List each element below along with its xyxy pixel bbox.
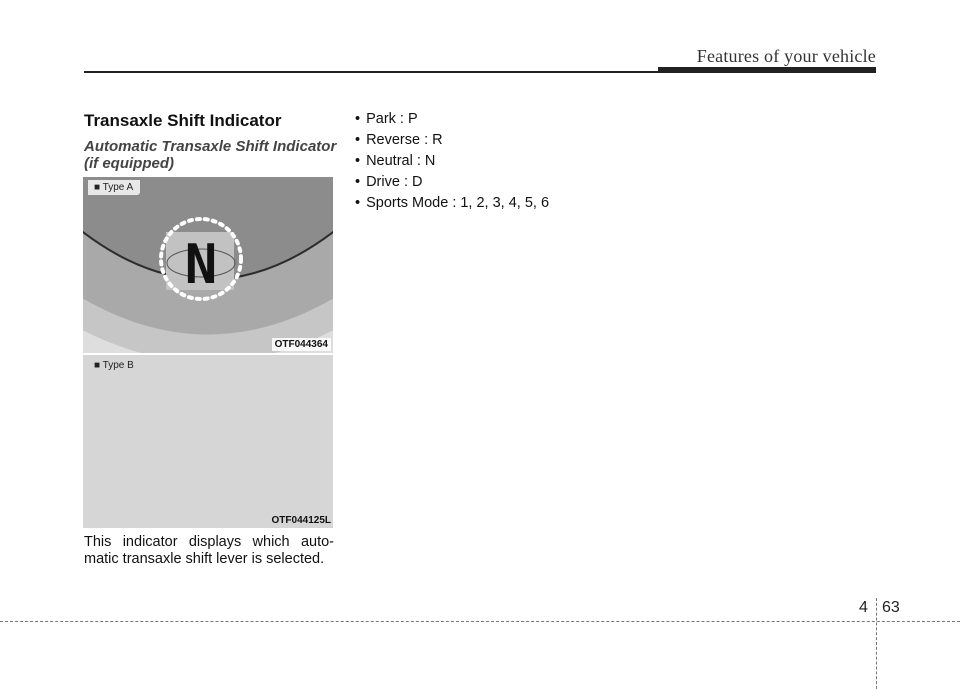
list-item: • Sports Mode : 1, 2, 3, 4, 5, 6 [355, 195, 549, 216]
chapter-number: 4 [859, 599, 868, 616]
figure-a-code: OTF044364 [272, 338, 331, 351]
subsection-title: Automatic Transaxle Shift Indicator (if equipped) [84, 138, 337, 172]
figure-type-b [83, 355, 333, 528]
figure-b-code: OTF044125L [271, 515, 331, 526]
cluster-illustration [83, 177, 333, 353]
header-rule-accent [658, 67, 876, 73]
footer-page-separator [876, 598, 877, 689]
header-title: Features of your vehicle [696, 46, 876, 66]
figure-b-label: ■ Type B [94, 360, 134, 371]
figure-type-a [83, 177, 333, 353]
list-item: • Reverse : R [355, 132, 549, 153]
figure-a-label: ■ Type A [88, 180, 140, 195]
footer-divider [0, 621, 960, 622]
gear-position-list [355, 111, 549, 216]
gear-indicator-glyph: N [184, 233, 218, 296]
page-number: 63 [882, 599, 900, 616]
list-item: • Drive : D [355, 174, 549, 195]
list-item: • Neutral : N [355, 153, 549, 174]
body-paragraph: This indicator displays which auto-matic transaxle shift lever is selected. [84, 534, 334, 567]
list-item: • Park : P [355, 111, 549, 132]
header-rule [84, 71, 660, 73]
section-title: Transaxle Shift Indicator [84, 111, 282, 130]
